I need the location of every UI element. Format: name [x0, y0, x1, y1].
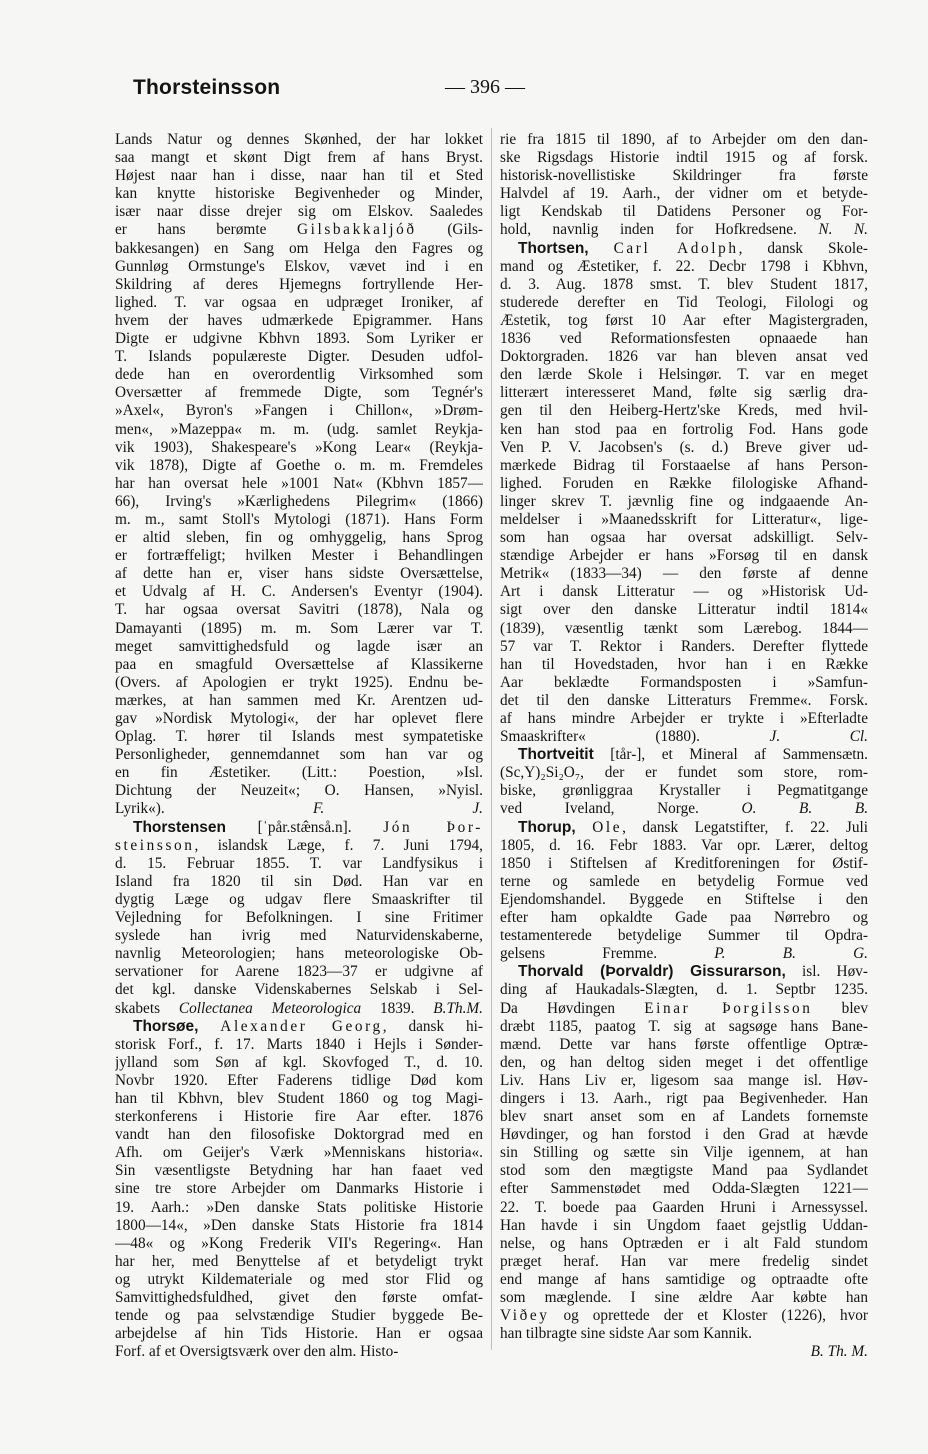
text-line: mærkede Bidrag til Forstaaelse af hans Person-	[500, 456, 868, 474]
spaced-name: Gilsbakkaljóð	[297, 221, 417, 239]
entry-headword: Thorup,	[518, 818, 576, 836]
text-line: han til Kbhvn, blev Student 1860 og tog Magi-	[115, 1089, 483, 1107]
entry-headword: Thorsøe,	[133, 1017, 199, 1035]
entry-headword: Thortveitit	[518, 746, 594, 764]
text-line: storisk Forf., f. 17. Marts 1840 i Hejls i Sønder-	[115, 1035, 483, 1053]
text-line: Oversætter af fremmede Digte, som Tegnér's	[115, 384, 483, 402]
text-line: som mæglende. I sine ældre Aar købte han	[500, 1289, 868, 1306]
text-line: en fin Æstetiker. (Litt.: Poestion, »Isl.	[115, 764, 483, 782]
text-line: dingers i 13. Aarh., rigt paa Begivenheder. Han	[500, 1089, 868, 1107]
text-line: efter ham opkaldte Gade paa Nørrebro og	[500, 909, 868, 927]
text-line: efter Sammenstødet med Odda-Slægten 1221—	[500, 1180, 868, 1198]
text-line: Sin væsentligste Betydning har han faaet ved	[115, 1162, 483, 1180]
text-line: hvem der haves udmærkede Epigrammer. Hans	[115, 311, 483, 329]
text-line: —48« og »Kong Frederik VII's Regering«. Han	[115, 1234, 483, 1252]
text-line: gav »Nordisk Mytologi«, der har oplevet flere	[115, 710, 483, 727]
text-line: af hans mindre Arbejder er trykte i »Efterladte	[500, 710, 868, 727]
text-line: terne og samlede en betydelig Formue ved	[500, 872, 868, 890]
text-line: hold, navnlig inden for Hofkredsene. N. N.	[500, 221, 868, 239]
text-line: mærkes, at han sammen med Kr. Arentzen ud-	[115, 691, 483, 709]
text-line: vik 1878), Digte af Goethe o. m. m. Fremdeles	[115, 456, 483, 474]
text-line: Da Høvdingen Einar Þorgilsson blev	[500, 999, 868, 1017]
text-line: Personligheder, gennemdannet som han var og	[115, 746, 483, 764]
text-line: Høvdinger, og han forstod i den Grad at hævde	[500, 1126, 868, 1144]
text-line: Dichtung der Neuzeit«; O. Hansen, »Nyisl.	[115, 782, 483, 800]
text-line: sine tre store Arbejder om Danmarks Historie i	[115, 1180, 483, 1198]
text-line: men«, »Mazeppa« m. m. (udg. samlet Reykja-	[115, 420, 483, 438]
spaced-name: Ole	[592, 818, 623, 836]
text-line: m. m., samt Stoll's Mytologi (1871). Hans Form	[115, 510, 483, 528]
text-line: stod som den mægtigste Mand paa Sydlandet	[500, 1162, 868, 1180]
text-line: litterært interesseret Mand, følte sig særlig dra-	[500, 384, 868, 402]
author-signature: P. B. G.	[714, 945, 868, 963]
text-line: ske Rigsdags Historie indtil 1915 og af forsk.	[500, 149, 868, 167]
entry-headword: Thorstensen	[133, 818, 227, 836]
text-line	[500, 1343, 868, 1361]
author-signature: O. B. B.	[741, 800, 868, 818]
text-line: 1850 i Stiftelsen af Kreditforeningen for Østif-	[500, 854, 868, 872]
text-line: arbejdelse af hin Tids Historie. Han er ogsaa	[115, 1325, 483, 1343]
text-line: Han havde i sin Ungdom faaet gejstlig Uddan-	[500, 1216, 868, 1234]
author-signature: B. Th. M.	[810, 1343, 868, 1361]
text-line: Thortsen, Carl Adolph, dansk Skole-	[518, 239, 868, 257]
text-line: bakkesangen) en Sang om Helga den Fagres og	[115, 239, 483, 257]
text-line: tende og paa selvstændige Studier byggede Be-	[115, 1307, 483, 1325]
text-line: stændige Arbejder er hans »Forsøg til en dansk	[500, 547, 868, 565]
text-line: 1800—14«, »Den danske Stats Historie fra 1814	[115, 1216, 483, 1234]
text-line: et Udvalg af H. C. Andersen's Eventyr (1904).	[115, 583, 483, 601]
text-line: dræbt 1185, paatog T. sig at sagsøge hans Bane-	[500, 1017, 868, 1035]
text-line: meget samvittighedsfuld og lagde især an	[115, 637, 483, 655]
text-line: har han oversat hele »1001 Nat« (Kbhvn 1857—	[115, 474, 483, 492]
text-line: linger skrev T. jævnlig fine og indgaaende An-	[500, 492, 868, 510]
text-line: er hans berømte Gilsbakkaljóð (Gils-	[115, 221, 483, 239]
text-line: Thorvald (Þorvaldr) Gissurarson, isl. Høv-	[518, 963, 868, 981]
text-line: Metrik« (1833—34) — den første af denne	[500, 565, 868, 583]
text-line: kan knytte historiske Begivenheder og Minder,	[115, 185, 483, 203]
text-line: og utrykt Kildemateriale og med stor Flid og	[115, 1270, 483, 1288]
text-line: »Axel«, Byron's »Fangen i Chillon«, »Drøm-	[115, 402, 483, 420]
text-line: testamenterede betydelige Summer til Opdra-	[500, 927, 868, 945]
right-column	[500, 131, 868, 1361]
text-line: Liv. Hans Liv er, ligesom saa mange isl. Høv-	[500, 1071, 868, 1089]
text-line: end mange af hans samtidige og optraadte ofte	[500, 1270, 868, 1288]
text-line: mand og Æstetiker, f. 22. Decbr 1798 i Kbhvn,	[500, 257, 868, 275]
text-line: han tilbragte sine sidste Aar som Kannik.	[500, 1325, 752, 1343]
author-signature: F. J.	[312, 800, 483, 818]
text-line: Halvdel af 19. Aarh., der vidner om et betyde-	[500, 185, 868, 203]
text-line: 57 var T. Rektor i Randers. Derefter flyttede	[500, 637, 868, 655]
text-line: (Overs. af Apologien er trykt 1925). Endnu be-	[115, 673, 483, 691]
text-line: ligt Kendskab til Datidens Personer og For-	[500, 203, 868, 221]
text-line: Thorup, Ole, dansk Legatstifter, f. 22. Juli	[518, 818, 868, 836]
text-line: Æstetik, tog først 10 Aar efter Magistergraden,	[500, 311, 868, 329]
text-line: gelsens Fremme. P. B. G.	[500, 945, 868, 963]
text-line: steinsson, islandsk Læge, f. 7. Juni 1794,	[115, 836, 483, 854]
text-line: ken han stod paa en fortrolig Fod. Hans gode	[500, 420, 868, 438]
text-line: Smaaskrifter« (1880). J. Cl.	[500, 728, 868, 746]
text-line: 1805, d. 16. Febr 1883. Var opr. Lærer, deltog	[500, 836, 868, 854]
text-line: gen til den Heiberg-Hertz'ske Kreds, med hvil-	[500, 402, 868, 420]
text-line: det til den danske Litteraturs Fremme«. Forsk.	[500, 691, 868, 709]
text-line: paa en smagfuld Oversættelse af Klassikerne	[115, 655, 483, 673]
text-line: den, og han deltog siden meget i det offentlige	[500, 1053, 868, 1071]
text-line: T. Islands populæreste Digter. Desuden udfol-	[115, 348, 483, 366]
text-line: især naar disse drejer sig om Elskov. Saaledes	[115, 203, 483, 221]
text-line: Novbr 1920. Efter Faderens tidlige Død kom	[115, 1071, 483, 1089]
text-line: Skildring af deres Hjemegns fortryllende Her-	[115, 275, 483, 293]
text-line: præget heraf. Han var mere fredelig sindet	[500, 1252, 868, 1270]
text-line: Thorstensen [ˈpår.stæ̂nså.n]. Jón Þor-	[133, 818, 483, 836]
text-line: (1839), væsentlig tænkt som Lærebog. 1844—	[500, 619, 868, 637]
text-line: er altid sleben, fin og omhyggelig, hans Sprog	[115, 529, 483, 547]
text-line: nelse, og hans Optræden er i alt Fald stundom	[500, 1234, 868, 1252]
author-signature: N. N.	[818, 221, 868, 239]
text-line: har her, med Benyttelse af et betydeligt trykt	[115, 1252, 483, 1270]
text-line: studerede derefter en Tid Teologi, Filologi og	[500, 293, 868, 311]
text-line: Ven P. V. Jacobsen's (s. d.) Breve giver ud-	[500, 438, 868, 456]
text-line: Samvittighedsfuldhed, givet den første omfat-	[115, 1289, 483, 1306]
text-line: ding af Haukadals-Slægten, d. 1. Septbr 1235.	[500, 981, 868, 999]
text-line: det kgl. danske Videnskabernes Selskab i Sel-	[115, 981, 483, 999]
text-line: sigt over den danske Litteratur indtil 1814«	[500, 601, 868, 619]
text-line: Doktorgraden. 1826 var han bleven ansat ved	[500, 348, 868, 366]
left-column	[115, 131, 483, 1361]
text-line: 1836 ved Reformationsfesten opnaaede han	[500, 330, 868, 348]
text-line: Damayanti (1895) m. m. Som Lærer var T.	[115, 619, 483, 637]
text-line: (Sc,Y)₂Si₂O₇, der er fundet som store, rom-	[500, 764, 868, 782]
text-line: Lyrik«). F. J.	[115, 800, 483, 818]
text-line: syslede han ivrig med Naturvidenskaberne,	[115, 927, 483, 945]
text-line: mænd. Dette var hans første offentlige Optræ-	[500, 1035, 868, 1053]
text-line: den lærde Skole i Helsingør. T. var en meget	[500, 366, 868, 384]
text-line: servationer for Aarene 1823—37 er udgivne af	[115, 963, 483, 981]
entry-headword: Thortsen,	[518, 239, 589, 257]
text-line: navnlig Meteorologien; hans meteorologiske Ob-	[115, 945, 483, 963]
text-line: Aar beklædte Formandsposten i »Samfun-	[500, 673, 868, 691]
text-line: Thortveitit [tår-], et Mineral af Sammensætn.	[518, 746, 868, 764]
text-line: 66), Irving's »Kærlighedens Pilegrim« (1866)	[115, 492, 483, 510]
text-line: Lands Natur og dennes Skønhed, der har lokket	[115, 131, 483, 148]
text-line: Viðey og oprettede der et Kloster (1226), hvor	[500, 1307, 868, 1325]
text-line: d. 3. Aug. 1878 smst. T. blev Student 1817,	[500, 275, 868, 293]
author-signature: B.Th.M.	[433, 999, 483, 1017]
text-line: d. 15. Februar 1855. T. var Landfysikus i	[115, 854, 483, 872]
text-line: 22. T. boede paa Gaarden Hruni i Arnessyssel.	[500, 1198, 868, 1216]
text-line: skabets Collectanea Meteorologica 1839. B.Th.M.	[115, 999, 483, 1017]
text-line: han til Hovedstaden, hvor han i en Række	[500, 655, 868, 673]
text-line: Gunnløg Ormstunge's Elskov, vævet ind i en	[115, 257, 483, 275]
text-line: Højest naar han i disse, naar han til et Sted	[115, 167, 483, 185]
text-line: historisk-novellistiske Skildringer fra første	[500, 167, 868, 185]
text-line: jylland som Søn af kgl. Skovfoged T., d. 10.	[115, 1053, 483, 1071]
text-line: Island fra 1820 til sin Død. Han var en	[115, 872, 483, 890]
text-line: af dette han er, viser hans sidste Oversættelse,	[115, 565, 483, 583]
text-line: sin Stilling og sætte sin Vilje igennem, at han	[500, 1144, 868, 1162]
spaced-name: Alexander Georg	[220, 1017, 383, 1035]
text-line: lighed. T. var ogsaa en udpræget Ironiker, af	[115, 293, 483, 311]
text-line: er fortræffeligt; hvilken Mester i Behandlingen	[115, 547, 483, 565]
text-line: Oplag. T. hører til Islands mest sympatetiske	[115, 728, 483, 746]
text-line: Art i dansk Litteratur — og »Historisk Ud-	[500, 583, 868, 601]
spaced-name: Carl Adolph	[613, 239, 739, 257]
text-line: T. har ogsaa oversat Savitri (1878), Nala og	[115, 601, 483, 619]
text-line: biske, grønliggraa Krystaller i Pegmatitgange	[500, 782, 868, 800]
text-line: ved Iveland, Norge. O. B. B.	[500, 800, 868, 818]
text-line: dygtig Læge og udgav flere Smaaskrifter til	[115, 890, 483, 908]
author-signature: J. Cl.	[769, 728, 868, 746]
text-line: vandt han den filosofiske Doktorgrad med en	[115, 1126, 483, 1144]
spaced-name: Jón Þor-	[383, 818, 483, 836]
text-line: meldelser i »Maanedsskrift for Litteratur«, lige-	[500, 510, 868, 528]
italic-title: Collectanea Meteorologica	[178, 999, 362, 1017]
text-line: Thorsøe, Alexander Georg, dansk hi-	[133, 1017, 483, 1035]
text-line: 19. Aarh.: »Den danske Stats politiske Historie	[115, 1198, 483, 1216]
text-line: saa mangt et skønt Digt frem af hans Bryst.	[115, 149, 483, 167]
text-line: rie fra 1815 til 1890, af to Arbejder om den dan-	[500, 131, 868, 148]
text-line: lighed. Foruden en Række filologiske Afhand-	[500, 474, 868, 492]
column-divider	[491, 128, 492, 1350]
page-number: — 396 —	[445, 76, 525, 98]
running-head: Thorsteinsson	[133, 76, 281, 99]
text-line: Forf. af et Oversigtsværk over den alm. Histo-	[115, 1343, 399, 1361]
text-line: Ejendomshandel. Byggede en Stiftelse i den	[500, 890, 868, 908]
spaced-name: Viðey	[500, 1307, 550, 1325]
entry-headword: Thorvald (Þorvaldr) Gissurarson,	[518, 963, 786, 981]
text-line: som han ogsaa har oversat adskilligt. Selv-	[500, 529, 868, 547]
text-line: Digte er udgivne Kbhvn 1893. Som Lyriker er	[115, 330, 483, 348]
text-line: Afh. om Geijer's Værk »Menniskans historia«.	[115, 1144, 483, 1162]
spaced-name: steinsson	[115, 836, 195, 854]
text-line: dede han en overordentlig Virksomhed som	[115, 366, 483, 384]
text-line: Vejledning for Befolkningen. I sine Fritimer	[115, 909, 483, 927]
text-line: blev snart anset som en af Landets fornemste	[500, 1108, 868, 1126]
text-line: vik 1903), Shakespeare's »Kong Lear« (Reykja-	[115, 438, 483, 456]
text-line: sterkonferens i Historie fire Aar efter. 1876	[115, 1108, 483, 1126]
spaced-name: Einar Þorgilsson	[644, 999, 813, 1017]
